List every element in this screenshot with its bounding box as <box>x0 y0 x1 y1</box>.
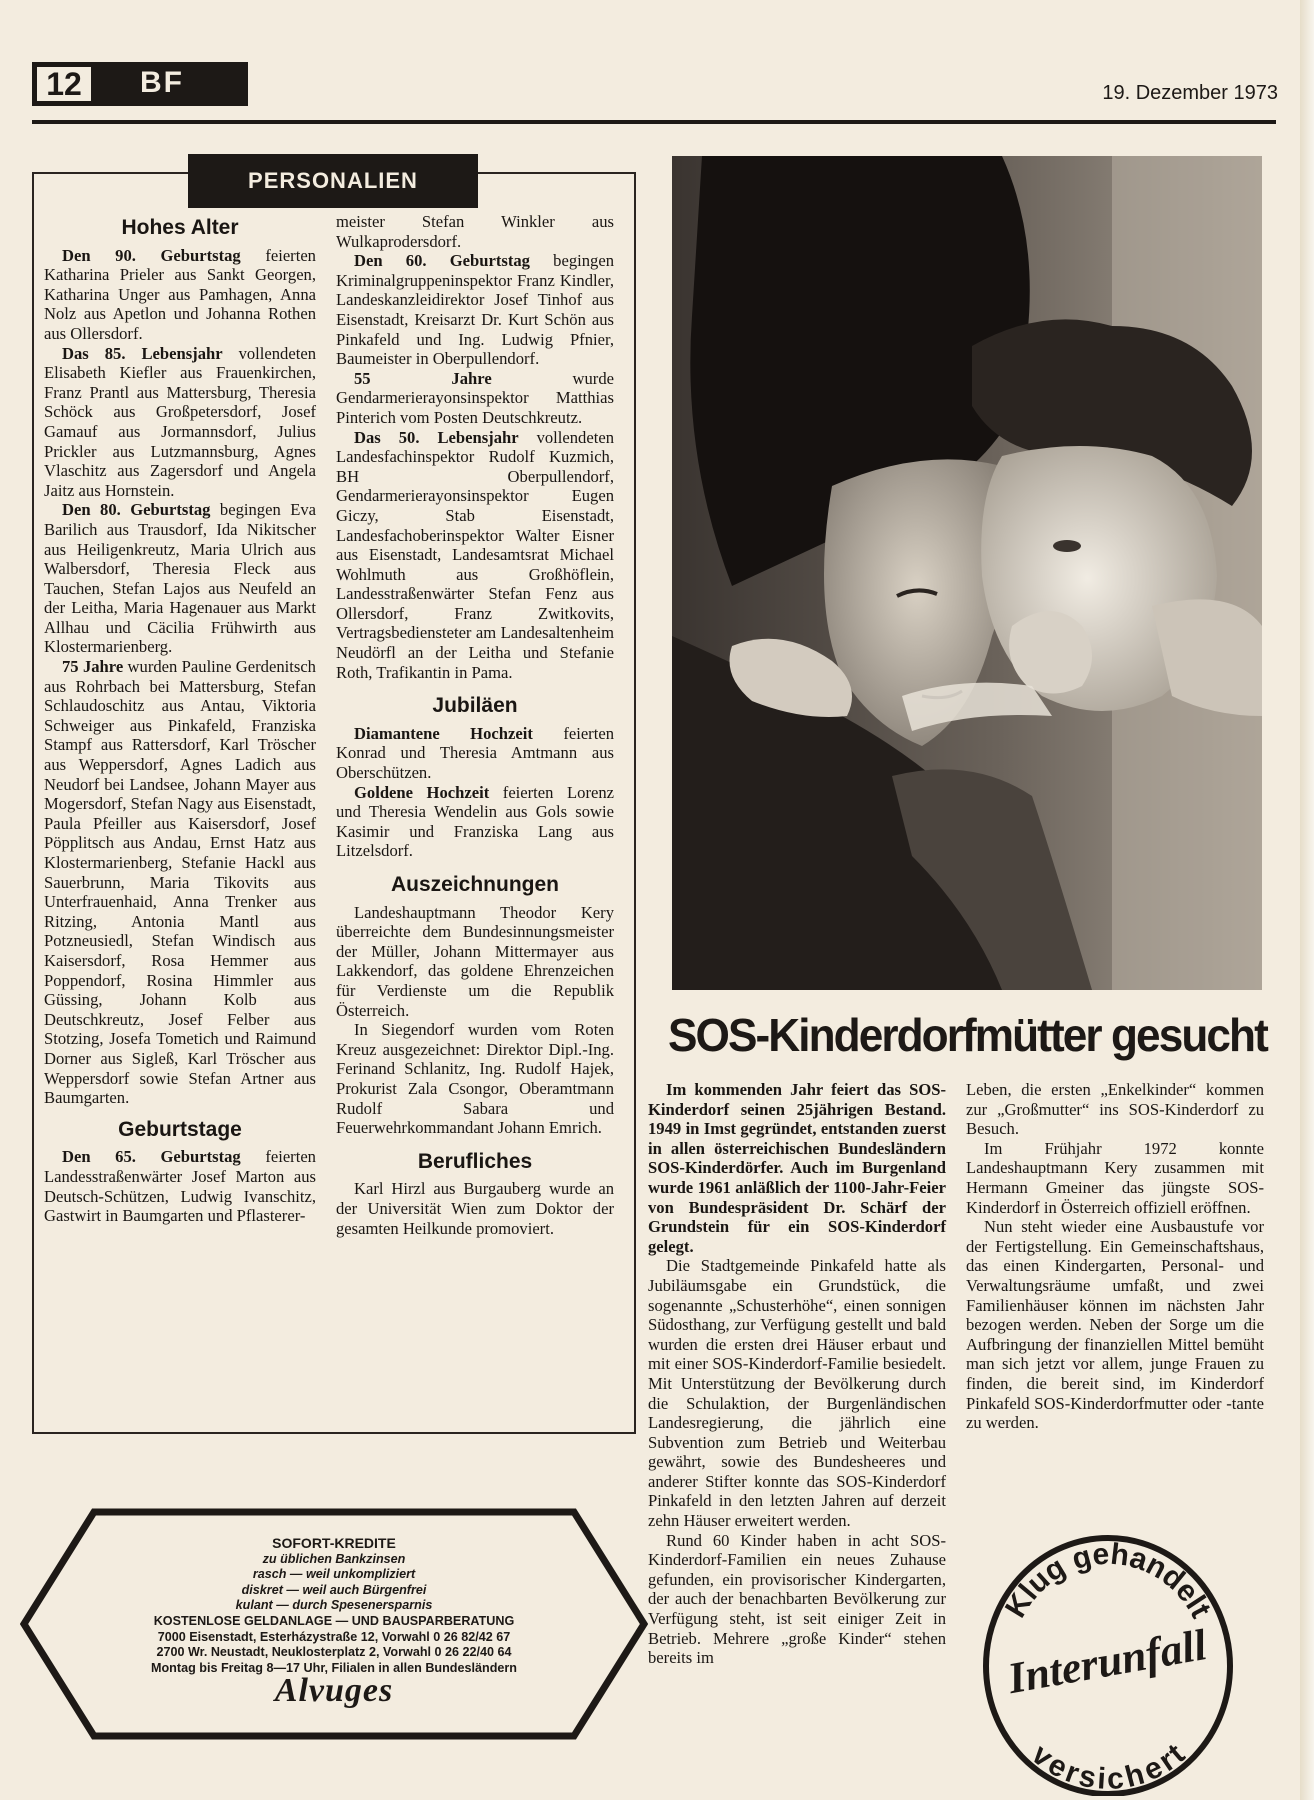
paragraph: Landeshauptmann Theodor Kery überreichte dem Bundesinnungsmeister der Müller, Johann Mittermayer aus Lakkendorf, das goldene Ehrenzeichen für Verdienste um die Republik Österreich. <box>336 902 614 1020</box>
stamp-bottom-text: versichert <box>1025 1737 1192 1796</box>
article-column-2 <box>966 1080 1264 1433</box>
paragraph: Das 85. Lebensjahr vollendeten Elisabeth Kiefler aus Frauenkirchen, Franz Prantl aus Mattersburg, Theresia Schöck aus Großpetersdorf, Josef Gamauf aus Jormannsdorf, Julius Prickler aus Lutzmannsburg, Agnes Vlaschitz aus Zagersdorf und Angela Jaitz aus Hornstein. <box>44 343 316 500</box>
paragraph: In Siegendorf wurden vom Roten Kreuz ausgezeichnet: Direktor Dipl.-Ing. Ferinand Schlanitz, Ing. Rudolf Hajek, Prokurist Zala Csongor, Oberamtmann Rudolf Sabara und Feuerwehrkommandant Johann Emrich. <box>336 1020 614 1138</box>
paragraph: Den 90. Geburtstag feierten Katharina Prieler aus Sankt Georgen, Katharina Unger aus Pamhagen, Anna Nolz aus Apetlon und Johanna Rothen aus Ollersdorf. <box>44 245 316 343</box>
personalien-column-2 <box>336 212 614 1238</box>
section-title: PERSONALIEN <box>188 154 478 208</box>
paragraph: meister Stefan Winkler aus Wulkaprodersdorf. <box>336 212 614 251</box>
paragraph: Den 65. Geburtstag feierten Landesstraßenwärter Josef Marton aus Deutsch-Schützen, Ludwig Ivanschitz, Gastwirt in Baumgarten und Pflasterer- <box>44 1147 316 1226</box>
article-headline: SOS-Kinderdorfmütter gesucht <box>668 1009 1267 1061</box>
heading-jubilaeen: Jubiläen <box>432 694 518 718</box>
paragraph: Leben, die ersten „Enkelkinder“ kommen zur „Großmutter“ ins SOS-Kinderdorf zu Besuch. <box>966 1080 1264 1139</box>
svg-text:versichert <box>1025 1738 1191 1796</box>
advert-text: SOFORT-KREDITE zu üblichen Bankzinsen rasch — weil unkompliziert diskret — weil auch Bürgenfrei kulant — durch Spesenersparnis KOSTENLOSE GELDANLAGE — UND BAUSPARBERATUNG 7000 Eisenstadt, Esterházystraße 12, Vorwahl 0 26 82/42 67 2700 Wr. Neustadt, Neuklosterplatz 2, Vorwahl 0 26 22/40 64 Montag bis Freitag 8—17 Uhr, Filialen in allen Bundesländern <box>151 1535 517 1675</box>
heading-berufliches: Berufliches <box>417 1149 533 1173</box>
paragraph: Das 50. Lebensjahr vollendeten Landesfachinspektor Rudolf Kuzmich, BH Oberpullendorf, Gendarmerierayonsinspektor Eugen Giczy, Stab Eisenstadt, Landesfachoberinspektor Walter Eisner aus Eisenstadt, Landesamtsrat Michael Wohlmuth aus Großhöflein, Landesstraßenwärter Stefan Fenz aus Ollersdorf, Franz Zwitkovits, Vertragsbediensteter am Landesaltenheim Neudörfl an der Leitha und Stefanie Roth, Trafikantin in Pama. <box>336 427 614 682</box>
heading-geburtstage: Geburtstage <box>118 1117 242 1141</box>
paragraph: Karl Hirzl aus Burgauberg wurde an der Universität Wien zum Doktor der gesamten Heilkunde promoviert. <box>336 1179 614 1238</box>
paragraph: Nun steht wieder eine Ausbaustufe vor der Fertigstellung. Ein Gemeinschaftshaus, das einen Kindergarten, Personal- und Verwaltungsräume umfaßt, und zwei Familienhäuser können im nächsten Jahr bezogen werden. Neben der Sorge um die Aufbringung der finanziellen Mittel bemüht man sich jetzt vor allem, junge Frauen zu finden, die bereit sind, im Kinderdorf Pinkafeld SOS-Kinderdorfmutter oder -tante zu werden. <box>966 1217 1264 1433</box>
stamp-center-text: Interunfall <box>1004 1620 1211 1704</box>
paragraph: 75 Jahre wurden Pauline Gerdenitsch aus Rohrbach bei Mattersburg, Stefan Schlaudoschitz aus Antau, Viktoria Schweiger aus Pinkafeld, Franziska Stampf aus Rattersdorf, Karl Tröscher aus Weppersdorf, Agnes Ladich aus Neudorf bei Landsee, Johann Mayer aus Mogersdorf, Stefan Nagy aus Eisenstadt, Paula Pfeiller aus Kaisersdorf, Josef Pöpplitsch aus Andau, Ernst Hatz aus Klostermarienberg, Stefanie Hackl aus Sauerbrunn, Maria Tikovits aus Unterfrauenhaid, Anna Trenker aus Ritzing, Antonia Mantl aus Potzneusiedl, Stefan Windisch aus Kaisersdorf, Rosa Hemmer aus Poppendorf, Rosina Himmler aus Güssing, Johann Kolb aus Deutschkreutz, Josef Felber aus Stotzing, Josefa Tometich und Raimund Dorner aus Sigleß, Karl Tröscher aus Weppersdorf sowie Stefan Artner aus Baumgarten. <box>44 657 316 1108</box>
section-code: BF <box>140 66 184 99</box>
stamp-top-text: Klug gehandelt <box>999 1537 1218 1624</box>
mother-child-photo <box>672 156 1262 990</box>
paragraph: Den 60. Geburtstag begingen Kriminalgruppeninspektor Franz Kindler, Landeskanzleidirektor Josef Tinhof aus Eisenstadt, Kreisarzt Dr. Kurt Schön aus Pinkafeld und Ing. Ludwig Pfnier, Baumeister in Oberpullendorf. <box>336 251 614 369</box>
article-column-1 <box>648 1080 946 1668</box>
paper-edge <box>1300 0 1314 1800</box>
heading-auszeichnungen: Auszeichnungen <box>390 873 559 896</box>
paragraph: Die Stadtgemeinde Pinkafeld hatte als Jubiläumsgabe ein Grundstück, die sogenannte „Schusterhöhe“, einen sonnigen Südosthang, zur Verfügung gestellt und bald wurden die ersten drei Häuser erbaut und mit einer SOS-Kinderdorf-Familie besiedelt. Mit Unterstützung der Bevölkerung durch die Schulaktion, der Burgenländischen Landesregierung, die jährlich eine Subvention zum Betrieb und Weiterbau gewährt, sowie des Bundesheeres und anderer Stifter konnte das SOS-Kinderdorf Pinkafeld in den letzten Jahren auf derzeit zehn Häuser erweitert werden. <box>648 1256 946 1531</box>
issue-date: 19. Dezember 1973 <box>1102 82 1278 104</box>
paragraph: Den 80. Geburtstag begingen Eva Barilich aus Trausdorf, Ida Nikitscher aus Heiligenkreutz, Maria Ulrich aus Walbersdorf, Theresia Fleck aus Tauchen, Stefan Lajos aus Neufeld an der Leitha, Maria Hagenauer aus Markt Allhau und Cäcilia Frühwirth aus Klostermarienberg. <box>44 500 316 657</box>
advert-logo: Alvuges <box>274 1672 394 1709</box>
svg-text:Klug gehandelt <box>999 1538 1217 1624</box>
article-lead: Im kommenden Jahr feiert das SOS-Kinderdorf seinen 25jährigen Bestand. 1949 in Imst gegründet, entstanden zuerst in allen österreichischen Bundesländern SOS-Kinderdörfer. Auch im Burgenland wurde 1961 anläßlich der 1100-Jahr-Feier von Bundespräsident Dr. Schärf der Grundstein für ein SOS-Kinderdorf gelegt. <box>648 1080 946 1256</box>
page-number: 12 <box>35 65 93 103</box>
paragraph: Im Frühjahr 1972 konnte Landeshauptmann Kery zusammen mit Hermann Gmeiner das jüngste SOS-Kinderdorf in Österreich offiziell eröffnen. <box>966 1138 1264 1217</box>
paragraph: Rund 60 Kinder haben in acht SOS-Kinderdorf-Familien ein neues Zuhause gefunden, ein provisorischer Kindergarten, der auch der benachbarten Bevölkerung zur Verfügung steht, ist seit einiger Zeit in Betrieb. Mehrere „große Kinder“ stehen bereits im <box>648 1530 946 1668</box>
paragraph: Goldene Hochzeit feierten Lorenz und Theresia Wendelin aus Gols sowie Kasimir und Franziska Lang aus Litzelsdorf. <box>336 782 614 861</box>
header-rule <box>32 120 1276 124</box>
personalien-column-1 <box>44 212 316 1226</box>
paragraph: Diamantene Hochzeit feierten Konrad und Theresia Amtmann aus Oberschützen. <box>336 723 614 783</box>
heading-hohes-alter: Hohes Alter <box>121 216 239 239</box>
interunfall-stamp <box>972 1496 1242 1796</box>
paragraph: 55 Jahre wurde Gendarmerierayonsinspektor Matthias Pinterich vom Posten Deutschkreutz. <box>336 368 614 427</box>
